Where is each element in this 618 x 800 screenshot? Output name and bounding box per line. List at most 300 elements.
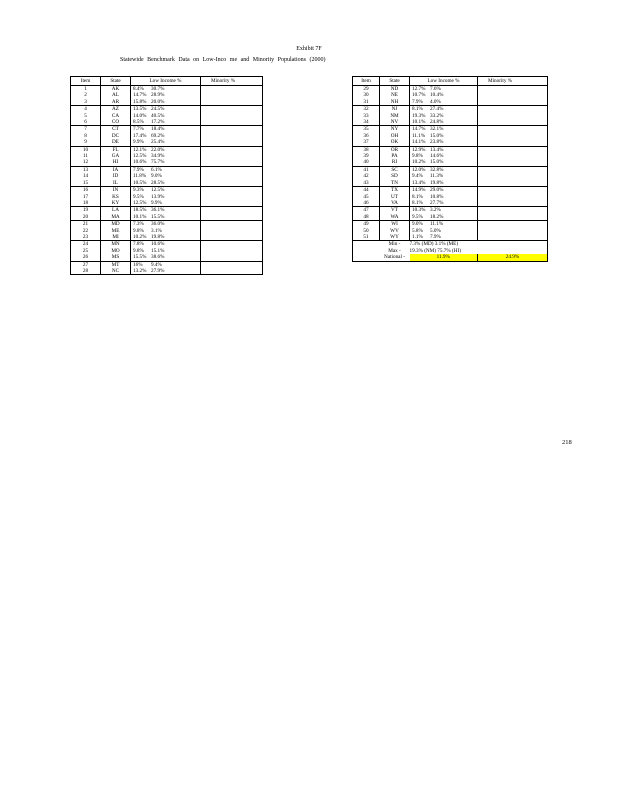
item-cell: 30 [353,92,380,98]
item-cell: 24 [71,241,101,248]
minority-cell [201,126,263,133]
state-cell: SC [380,166,410,173]
minority-value: 32.1% [430,126,444,133]
minority-value: 27.9% [151,267,165,274]
state-cell: LA [101,207,131,214]
exhibit-number: Exhibit 7F [296,46,322,52]
state-cell: TN [380,180,410,187]
item-cell: 35 [353,126,380,133]
item-cell: 26 [71,254,101,261]
minority-value: 19.8% [151,233,165,240]
state-cell: NY [380,126,410,133]
minority-cell [478,180,548,187]
left-table-body [71,86,263,275]
low-income-value: 9.5% [412,213,423,220]
low-income-value: 11.8% [133,173,147,180]
minority-value: 10.8% [430,193,444,200]
low-income-cell [410,180,478,187]
minority-value: 15.5% [151,213,165,220]
min-value: 7.3% (MD) 3.1% (ME) [410,241,548,248]
national-label: National - [380,254,410,261]
item-cell: 21 [71,221,101,228]
minority-value: 28.5% [151,179,165,186]
state-cell: IN [101,187,131,194]
low-income-cell [131,241,201,248]
minority-value: 30.7% [151,86,165,92]
minority-cell [201,139,263,146]
minority-value: 27.7% [430,199,444,206]
low-income-value: 10.3% [412,207,426,214]
low-income-cell [131,99,201,106]
low-income-value: 19.3% [412,112,426,119]
low-income-value: 15.5% [133,254,147,261]
item-cell: 16 [71,187,101,194]
low-income-cell [410,106,478,113]
minority-header: Minority % [478,77,548,86]
item-cell: 22 [71,228,101,234]
item-cell: 25 [71,248,101,254]
item-cell: 12 [71,159,101,166]
state-cell: CA [101,113,131,119]
state-cell: NV [380,119,410,126]
minority-value: 10.6% [151,241,165,248]
low-income-cell [410,221,478,228]
low-income-cell [410,119,478,126]
low-income-value: 14.7% [133,92,147,99]
table-row [353,221,548,228]
table-row [71,254,263,261]
item-cell: 50 [353,228,380,234]
page-number: 218 [562,439,572,446]
state-cell: MN [101,241,131,248]
low-income-value: 10.1% [133,213,147,220]
state-cell: WI [380,221,410,228]
low-income-header: Low Income % [410,77,478,86]
low-income-cell [131,268,201,275]
minority-value: 24.8% [430,119,444,126]
item-cell: 3 [71,99,101,106]
minority-cell [201,146,263,153]
item-cell: 42 [353,173,380,179]
minority-value: 11.1% [430,221,444,228]
low-income-cell [131,221,201,228]
item-cell: 1 [71,86,101,93]
state-cell: VT [380,207,410,214]
minority-value: 15.0% [430,132,444,139]
low-income-value: 7.9% [412,98,423,105]
item-header: Item [353,77,380,86]
low-income-value: 8.5% [133,119,144,126]
low-income-value: 9.0% [412,221,423,228]
state-cell: IA [101,166,131,173]
item-cell: 34 [353,119,380,126]
low-income-cell [131,214,201,221]
low-income-value: 10.2% [412,159,426,166]
low-income-value: 15.8% [133,98,147,105]
state-cell: CO [101,119,131,126]
low-income-value: 9.3% [133,187,144,194]
left-data-table [70,76,263,275]
minority-cell [201,187,263,194]
state-cell: TX [380,187,410,194]
table-row [353,106,548,113]
minority-cell [478,106,548,113]
table-row [71,106,263,113]
item-cell: 10 [71,146,101,153]
low-income-cell [131,187,201,194]
low-income-cell [410,214,478,221]
item-cell: 32 [353,106,380,113]
low-income-value: 11.1% [412,132,426,139]
minority-cell [478,126,548,133]
minority-cell [201,106,263,113]
item-cell: 19 [71,207,101,214]
state-cell: DC [101,133,131,139]
minority-value: 24.5% [151,106,165,113]
minority-value: 9.9% [151,199,162,206]
minority-cell [478,166,548,173]
minority-cell [201,254,263,261]
low-income-value: 8.4% [133,86,144,92]
table-row [71,146,263,153]
table-row [353,187,548,194]
item-cell: 9 [71,139,101,146]
state-cell: DE [101,139,131,146]
low-income-value: 12.5% [133,199,147,206]
low-income-cell [131,106,201,113]
minority-cell [478,159,548,166]
minority-cell [478,234,548,241]
state-cell: MT [101,261,131,268]
minority-cell [201,268,263,275]
state-cell: AK [101,86,131,93]
state-cell: WV [380,228,410,234]
minority-cell [478,139,548,146]
low-income-value: 7.9% [133,166,144,173]
table-row [71,187,263,194]
item-cell: 47 [353,207,380,214]
low-income-value: 8.1% [412,199,423,206]
minority-cell [478,221,548,228]
minority-value: 19.8% [430,179,444,186]
low-income-value: 12.5% [133,153,147,160]
item-cell: 6 [71,119,101,126]
minority-value: 36.0% [151,221,165,228]
minority-value: 10.4% [430,92,444,99]
minority-value: 75.7% [151,159,165,166]
minority-value: 13.9% [151,193,165,200]
table-row [71,214,263,221]
low-income-value: 10.2% [133,233,147,240]
item-cell: 36 [353,133,380,139]
minority-value: 32.8% [430,166,444,173]
minority-value: 3.2% [430,207,441,214]
table-row [71,159,263,166]
low-income-cell [410,139,478,146]
low-income-cell [131,254,201,261]
item-cell: 11 [71,153,101,159]
state-cell: PA [380,153,410,159]
low-income-value: 12.1% [133,146,147,153]
low-income-value: 13.4% [412,179,426,186]
minority-value: 69.2% [151,132,165,139]
low-income-value: 7.3% [133,221,144,228]
state-cell: NJ [380,106,410,113]
item-cell: 38 [353,146,380,153]
table-row [353,99,548,106]
state-cell: MI [101,234,131,241]
minority-cell [201,214,263,221]
state-cell: OH [380,133,410,139]
summary-block [353,241,548,261]
item-cell: 18 [71,200,101,207]
minority-cell [201,200,263,207]
table-row [71,207,263,214]
low-income-value: 17.4% [133,132,147,139]
item-cell: 41 [353,166,380,173]
minority-cell [478,207,548,214]
state-cell: KS [101,194,131,200]
minority-value: 11.3% [430,173,444,180]
state-cell: RI [380,159,410,166]
minority-value: 33.2% [430,112,444,119]
low-income-value: 13.5% [133,106,147,113]
minority-value: 23.8% [430,139,444,146]
state-cell: SD [380,173,410,179]
table-row [71,139,263,146]
minority-cell [201,207,263,214]
state-cell: ME [101,228,131,234]
item-cell: 8 [71,133,101,139]
table-row [353,166,548,173]
low-income-cell [410,99,478,106]
item-cell: 13 [71,166,101,173]
table-row [71,241,263,248]
state-cell: ID [101,173,131,179]
low-income-value: 18.5% [133,207,147,214]
low-income-cell [410,166,478,173]
low-income-cell [131,86,201,93]
table-row [353,207,548,214]
low-income-value: 12.9% [412,146,426,153]
table-row [71,180,263,187]
table-row [353,234,548,241]
state-cell: NM [380,113,410,119]
minority-value: 13.4% [430,146,444,153]
state-cell: MA [101,214,131,221]
minority-value: 28.9% [151,92,165,99]
item-cell: 48 [353,214,380,221]
minority-value: 15.1% [151,247,165,254]
item-cell: 51 [353,234,380,241]
low-income-cell [410,159,478,166]
table-row [71,126,263,133]
low-income-value: 9.8% [412,153,423,160]
state-cell: NE [380,92,410,98]
low-income-value: 10.5% [133,179,147,186]
state-header: State [380,77,410,86]
low-income-value: 12.0% [412,166,426,173]
low-income-cell [410,86,478,93]
minority-value: 18.2% [430,213,444,220]
table-row [71,200,263,207]
exhibit-title: Statewide Benchmark Data on Low-Inco me and Minority Populations (2000) [120,57,326,63]
table-row [353,159,548,166]
low-income-value: 9.9% [133,139,144,146]
item-cell: 44 [353,187,380,194]
minority-value: 25.4% [151,139,165,146]
low-income-cell [131,159,201,166]
low-income-value: 7.8% [133,241,144,248]
low-income-cell [131,146,201,153]
right-data-table [352,76,548,262]
minority-value: 29.0% [430,187,444,194]
minority-value: 36.1% [151,207,165,214]
table-row [71,261,263,268]
min-label: Min - [380,241,410,248]
right-table-body [353,86,548,241]
state-cell: WA [380,214,410,221]
item-cell: 5 [71,113,101,119]
low-income-cell [131,166,201,173]
item-cell: 29 [353,86,380,93]
table-row [71,221,263,228]
low-income-value: 9.4% [412,173,423,180]
item-cell: 15 [71,180,101,187]
low-income-value: 1.1% [412,233,423,240]
minority-value: 7.6% [430,86,441,92]
item-cell: 39 [353,153,380,159]
table-row [71,86,263,93]
state-cell: HI [101,159,131,166]
state-cell: AZ [101,106,131,113]
low-income-cell [131,234,201,241]
item-cell: 46 [353,200,380,207]
minority-cell [478,99,548,106]
max-label: Max - [388,247,401,254]
minority-value: 3.1% [151,227,162,234]
minority-cell [201,234,263,241]
low-income-cell [131,261,201,268]
minority-value: 7.9% [430,233,441,240]
table-row [353,200,548,207]
minority-value: 15.0% [430,159,444,166]
minority-cell [201,86,263,93]
minority-value: 5.0% [430,227,441,234]
minority-value: 40.5% [151,112,165,119]
national-low-income: 11.9% [410,254,478,261]
minority-cell [478,119,548,126]
low-income-cell [410,126,478,133]
minority-header: Minority % [201,77,263,86]
minority-cell [478,187,548,194]
minority-cell [201,166,263,173]
state-cell: IL [101,180,131,187]
minority-value: 20.0% [151,98,165,105]
state-cell: VA [380,200,410,207]
table-row [71,268,263,275]
minority-cell [201,241,263,248]
low-income-cell [410,187,478,194]
minority-cell [201,119,263,126]
state-cell: CT [101,126,131,133]
low-income-value: 16% [133,261,143,268]
state-cell: FL [101,146,131,153]
state-header: State [101,77,131,86]
item-cell: 4 [71,106,101,113]
low-income-cell [131,139,201,146]
low-income-cell [131,207,201,214]
low-income-value: 14.1% [412,139,426,146]
state-cell: OK [380,139,410,146]
low-income-value: 14.0% [133,112,147,119]
minority-value: 17.2% [151,119,165,126]
state-cell: NH [380,99,410,106]
table-row [71,119,263,126]
state-cell: OR [380,146,410,153]
item-cell: 45 [353,194,380,200]
item-cell: 49 [353,221,380,228]
national-minority: 24.9% [478,254,548,261]
minority-value: 22.0% [151,146,165,153]
state-cell: MO [101,248,131,254]
low-income-value: 5.8% [412,227,423,234]
minority-cell [478,86,548,93]
table-row [353,119,548,126]
table-row [353,126,548,133]
state-cell: KY [101,200,131,207]
item-cell: 27 [71,261,101,268]
table-row [71,234,263,241]
table-row [353,180,548,187]
state-cell: AL [101,92,131,98]
low-income-cell [131,180,201,187]
low-income-cell [131,126,201,133]
table-row [353,214,548,221]
low-income-cell [131,200,201,207]
minority-value: 18.4% [151,126,165,133]
state-cell: NC [101,268,131,275]
table-row [71,166,263,173]
item-cell: 33 [353,113,380,119]
low-income-value: 7.7% [133,126,144,133]
minority-value: 9.0% [151,173,162,180]
minority-value: 9.4% [151,261,162,268]
minority-cell [478,214,548,221]
state-cell: AR [101,99,131,106]
low-income-value: 10.7% [412,92,426,99]
max-value: 19.3% (NM) 75.7% (HI) [410,248,548,254]
minority-value: 38.6% [151,254,165,261]
state-cell: MS [101,254,131,261]
minority-cell [201,159,263,166]
low-income-value: 8.1% [412,193,423,200]
state-cell: UT [380,194,410,200]
minority-value: 12.5% [151,187,165,194]
minority-value: 27.4% [430,106,444,113]
low-income-value: 14.9% [412,187,426,194]
table-row [353,139,548,146]
table-row [353,86,548,93]
minority-cell [201,221,263,228]
minority-value: 34.9% [151,153,165,160]
low-income-cell [410,200,478,207]
item-cell: 31 [353,99,380,106]
item-cell: 43 [353,180,380,187]
table-row [71,99,263,106]
item-header: Item [71,77,101,86]
minority-cell [201,261,263,268]
